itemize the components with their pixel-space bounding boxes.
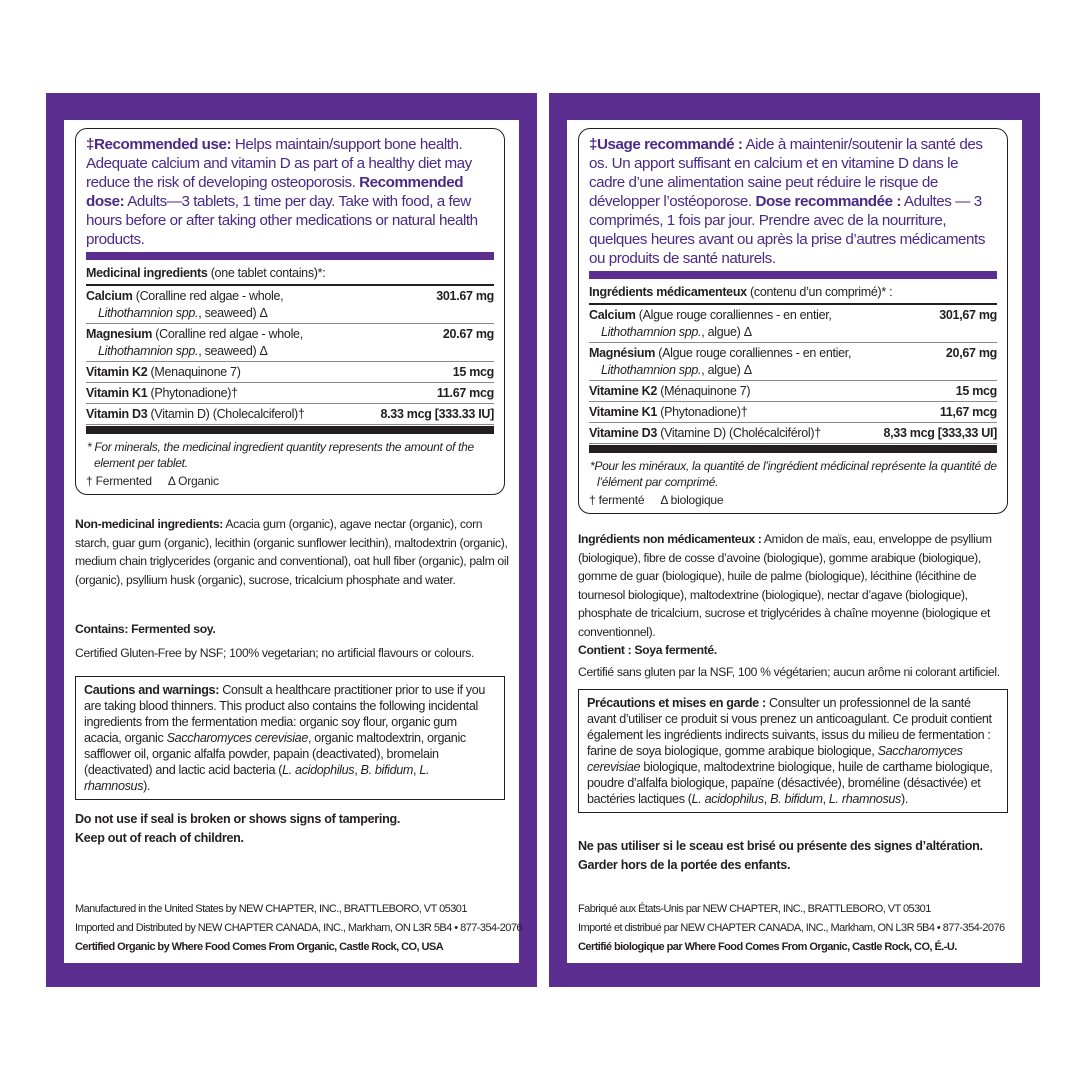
footnote: *Pour les minéraux, la quantité de l’ingrédient médicinal représente la quantité de l’élément par comprimé. xyxy=(590,459,997,489)
ingredient-name: Vitamin K1 xyxy=(86,386,148,400)
manufacturer-info xyxy=(75,900,522,957)
text: biologique, maltodextrine biologique, huile de carthame biologique, poudre d’alfalfa biologique, papaïne (désactivée), broméline (désactivée) et bactéries lactiques ( xyxy=(587,760,993,806)
ingredient-source: (Phytonadione)† xyxy=(657,405,748,419)
italic-text: Lithothamnion spp. xyxy=(601,325,702,339)
certification-statement: Certified Gluten-Free by NSF; 100% vegetarian; no artificial flavours or colours. xyxy=(75,646,475,660)
legend-item: † fermenté xyxy=(589,493,645,507)
text: Helps maintain/support bone health. Adequate calcium and vitamin D as part of a healthy diet may reduce the risk of developing osteoporosis. xyxy=(86,136,472,191)
italic-text: B. bifidum xyxy=(770,792,823,806)
contains-statement: Contient : Soya fermenté. xyxy=(578,643,717,657)
ingredient-description xyxy=(86,364,241,381)
italic-text: L. rhamnosus xyxy=(828,792,902,806)
bold-text: ‡Usage recommandé : xyxy=(589,136,743,153)
text: , algue) Δ xyxy=(701,325,752,339)
italic-text: Saccharomyces cerevisiae xyxy=(166,731,308,745)
text: , xyxy=(354,763,361,777)
italic-text: B. bifidum xyxy=(360,763,414,777)
ingredient-description xyxy=(86,288,283,322)
symbol-legend xyxy=(589,493,997,507)
cautions-box xyxy=(75,676,505,800)
ingredient-description xyxy=(589,307,832,341)
english-label-panel xyxy=(46,93,537,987)
manufacturer-line: Certifié biologique par Where Food Comes From Organic, Castle Rock, CO, É.-U. xyxy=(578,941,957,953)
ingredient-description xyxy=(86,385,238,402)
english-label-content xyxy=(64,120,522,963)
warning-line: Keep out of reach of children. xyxy=(75,831,244,845)
ingredient-name: Vitamine K1 xyxy=(589,405,658,419)
manufacturer-line: Manufactured in the United States by NEW CHAPTER, INC., BRATTLEBORO, VT 05301 xyxy=(75,903,467,915)
ingredient-row xyxy=(589,381,997,402)
bold-text: Dose recommandée : xyxy=(755,193,901,210)
italic-text: Lithothamnion spp. xyxy=(98,306,199,320)
ingredient-description xyxy=(86,406,305,423)
ingredient-amount: 20,67 mg xyxy=(945,346,997,360)
ingredient-amount: 20.67 mg xyxy=(442,327,494,341)
ingredient-amount: 301,67 mg xyxy=(939,308,997,322)
ingredient-amount: 11.67 mcg xyxy=(436,386,494,400)
legend-item: Δ biologique xyxy=(660,493,724,507)
ingredient-name: Calcium xyxy=(589,308,636,322)
french-label-panel xyxy=(549,93,1040,987)
manufacturer-line: Fabriqué aux États-Unis par NEW CHAPTER, INC., BRATTLEBORO, VT 05301 xyxy=(578,903,931,915)
text: Adults—3 tablets, 1 time per day. Take with food, a few hours before or after taking other medications or natural health products. xyxy=(86,193,478,248)
ingredient-description xyxy=(86,326,303,360)
bold-text: ‡Recommended use: xyxy=(86,136,232,153)
ingredient-source: (Ménaquinone 7) xyxy=(657,384,751,398)
text: , seaweed) Δ xyxy=(198,306,268,320)
text: , algue) Δ xyxy=(701,363,752,377)
text: Acacia gum (organic), agave nectar (organic), corn starch, guar gum (organic), lecithin (organic sunflower lecithin), maltodextrin (organic), medium chain triglycerides (organic and conventional), oat hull fiber (organic), palm oil (organic), psyllium husk (organic), sucrose, tricalcium phosphate and water. xyxy=(75,517,509,587)
italic-text: L. acidophilus xyxy=(282,763,355,777)
ingredient-amount: 11,67 mcg xyxy=(939,405,997,419)
ingredient-source: (Phytonadione)† xyxy=(147,386,238,400)
black-divider xyxy=(86,426,494,434)
ingredient-row xyxy=(86,383,494,404)
text: Consult a healthcare practitioner prior to use if you are taking blood thinners. This product also contains the following incidental ingredients from the fermentation media: organic soy flour, organic gum acacia, organic xyxy=(84,683,486,745)
italic-text: Lithothamnion spp. xyxy=(601,363,702,377)
legend-item: † Fermented xyxy=(86,474,152,488)
italic-text: Saccharomyces cerevisiae xyxy=(587,744,963,774)
ingredient-source: (Coralline red algae - whole, xyxy=(152,327,303,341)
contains-statement: Contains: Fermented soy. xyxy=(75,622,216,636)
ingredient-amount: 301.67 mg xyxy=(436,289,494,303)
black-divider xyxy=(589,445,997,453)
ingredient-source-line2 xyxy=(589,324,832,341)
medicinal-ingredients-header xyxy=(589,285,997,305)
ingredient-name: Vitamine D3 xyxy=(589,426,658,440)
manufacturer-line: Imported and Distributed by NEW CHAPTER CANADA, INC., Markham, ON L3R 5B4 • 877-354-2076 xyxy=(75,922,522,934)
bold-text: Recommended dose: xyxy=(86,174,464,210)
text: , xyxy=(413,763,420,777)
ingredient-amount: 15 mcg xyxy=(955,384,997,398)
ingredient-row xyxy=(589,402,997,423)
ingredient-source: (Menaquinone 7) xyxy=(147,365,241,379)
ingredient-amount: 8.33 mcg [333.33 IU] xyxy=(380,407,494,421)
ingredient-description xyxy=(589,345,851,379)
text: , seaweed) Δ xyxy=(198,344,268,358)
non-medicinal-ingredients xyxy=(75,515,511,589)
ingredient-name: Magnésium xyxy=(589,346,656,360)
warning-line: Do not use if seal is broken or shows signs of tampering. xyxy=(75,812,401,826)
ingredient-description xyxy=(589,425,821,442)
ingredient-source-line2 xyxy=(86,343,303,360)
manufacturer-line: Certified Organic by Where Food Comes From Organic, Castle Rock, CO, USA xyxy=(75,941,444,953)
bold-text: Non-medicinal ingredients: xyxy=(75,517,223,531)
ingredient-row xyxy=(86,286,494,324)
text: Consulter un professionnel de la santé avant d’utiliser ce produit si vous prenez un anticoagulant. Ce produit contient également les ingrédients indirects suivants, issus du milieu de fermentation : farine de soya biologique, gomme arabique biologique, xyxy=(587,696,992,758)
ingredient-amount: 8,33 mcg [333,33 UI] xyxy=(883,426,997,440)
italic-text: Lithothamnion spp. xyxy=(98,344,199,358)
bold-text: Medicinal ingredients xyxy=(86,266,208,280)
ingredient-source-line2 xyxy=(589,362,851,379)
ingredient-name: Vitamine K2 xyxy=(589,384,658,398)
ingredient-source-line2 xyxy=(86,305,283,322)
ingredient-row xyxy=(86,362,494,383)
bold-text: Ingrédients non médicamenteux : xyxy=(578,532,762,546)
ingredient-name: Vitamin K2 xyxy=(86,365,148,379)
warning-line: Ne pas utiliser si le sceau est brisé ou présente des signes d’altération. xyxy=(578,839,983,853)
ingredient-row xyxy=(86,324,494,362)
bold-text: Ingrédients médicamenteux xyxy=(589,285,747,299)
ingredient-source: (Algue rouge coralliennes - en entier, xyxy=(655,346,852,360)
ingredient-row xyxy=(589,343,997,381)
purple-divider xyxy=(589,271,997,279)
french-label-content xyxy=(567,120,1022,963)
text: (contenu d’un comprimé)* : xyxy=(746,285,893,299)
certification-statement: Certifié sans gluten par la NSF, 100 % végétarien; aucun arôme ni colorant artificiel. xyxy=(578,665,1000,679)
ingredient-description xyxy=(589,383,750,400)
recommended-use-box xyxy=(578,128,1008,514)
bold-text: Cautions and warnings: xyxy=(84,683,220,697)
text: Amidon de maïs, eau, enveloppe de psyllium (biologique), fibre de cosse d’avoine (biologique), gomme arabique (biologique), gomme de guar (biologique), huile de palme (biologique), lécithine (lécithine de tournesol biologique), maltodextrine (biologique), nectar d’agave (biologique), phosphate de tricalcium, sucrose et triglycérides à chaîne moyenne (biologique et conventionnel). xyxy=(578,532,992,639)
purple-divider xyxy=(86,252,494,260)
warning-statements xyxy=(75,810,400,848)
recommended-use-text xyxy=(86,135,494,249)
medicinal-ingredients-header xyxy=(86,266,494,286)
recommended-use-text xyxy=(589,135,997,268)
ingredient-source: (Coralline red algae - whole, xyxy=(132,289,284,303)
ingredient-name: Magnesium xyxy=(86,327,153,341)
cautions-box xyxy=(578,689,1008,813)
text: (one tablet contains)*: xyxy=(207,266,326,280)
warning-statements xyxy=(578,837,983,875)
ingredient-name: Calcium xyxy=(86,289,133,303)
text: , xyxy=(763,792,771,806)
text: Adultes — 3 comprimés, 1 fois par jour. Prendre avec de la nourriture, quelques heures avant ou après la prise d’autres médicaments ou produits de santé naturels. xyxy=(589,193,985,267)
text: Aide à maintenir/soutenir la santé des os. Un apport suffisant en calcium et en vitamine D dans le cadre d’une alimentation saine peut réduire le risque de développer l’ostéoporose. xyxy=(589,136,983,210)
ingredient-source: (Algue rouge coralliennes - en entier, xyxy=(635,308,832,322)
warning-line: Garder hors de la portée des enfants. xyxy=(578,858,791,872)
manufacturer-line: Importé et distribué par NEW CHAPTER CANADA, INC., Markham, ON L3R 5B4 • 877-354-2076 xyxy=(578,922,1005,934)
legend-item: Δ Organic xyxy=(167,474,219,488)
ingredient-row xyxy=(589,305,997,343)
italic-text: L. acidophilus xyxy=(691,792,764,806)
footnote: * For minerals, the medicinal ingredient quantity represents the amount of the element per tablet. xyxy=(87,440,474,470)
recommended-use-box xyxy=(75,128,505,495)
bold-text: Précautions et mises en garde : xyxy=(587,696,766,710)
ingredient-row xyxy=(86,404,494,425)
ingredient-amount: 15 mcg xyxy=(452,365,494,379)
italic-text: L. rhamnosus xyxy=(84,763,430,793)
non-medicinal-ingredients xyxy=(578,530,1014,641)
text: ). xyxy=(901,792,909,806)
ingredient-row xyxy=(589,423,997,444)
ingredient-source: (Vitamine D) (Cholécalciférol)† xyxy=(657,426,821,440)
text: , xyxy=(822,792,829,806)
symbol-legend xyxy=(86,474,494,488)
ingredient-description xyxy=(589,404,747,421)
manufacturer-info xyxy=(578,900,1005,957)
ingredient-name: Vitamin D3 xyxy=(86,407,148,421)
text: , organic maltodextrin, organic safflower oil, organic alfalfa powder, papain (deactivated), bromelain (deactivated) and lactic acid bacteria ( xyxy=(84,731,466,777)
ingredient-source: (Vitamin D) (Cholecalciferol)† xyxy=(147,407,305,421)
text: ). xyxy=(143,779,151,793)
